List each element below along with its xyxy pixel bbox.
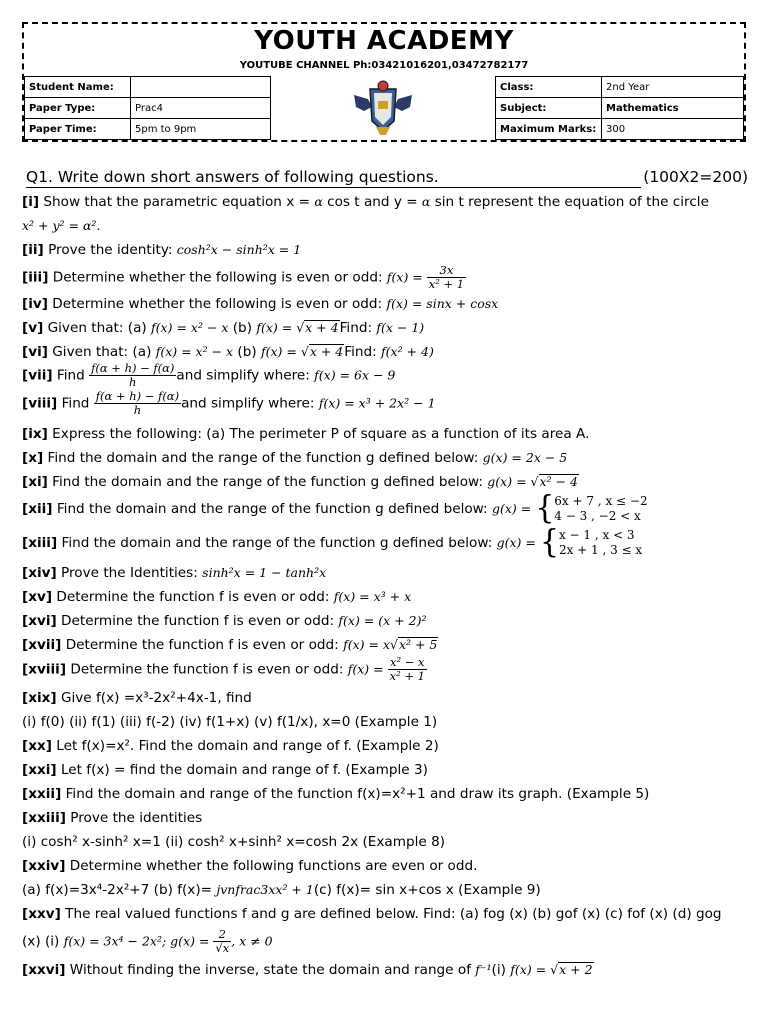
question-number: [xiii] [22,535,58,551]
question-xxiv [22,858,477,874]
question-text: Find: [339,320,377,336]
question-text: (a) f(x)=3x⁴-2x²+7 (b) f(x)= [22,882,217,898]
brace-symbol: { [539,524,559,561]
sqrt-symbol: √ [389,637,398,652]
question-text: Prove the identities [65,810,203,826]
question-text: and simplify where: [176,367,315,384]
question-text: The real valued functions f and g are defined below. Find: (a) fog (x) (b) gof (x) (c) fof (x) (d) gog [60,906,722,922]
question-text: Determine whether the following functions are even or odd. [65,858,478,874]
math-expression: f(x) = x³ + x [333,589,412,604]
question-xxii [22,786,649,802]
question-text: Find: [344,344,382,360]
question-text: Determine the function f is even or odd: [66,661,348,678]
question-xvi [22,613,426,629]
paper-type-label: Paper Type: [25,98,131,119]
student-name-label: Student Name: [25,77,131,98]
sqrt-symbol: √ [296,320,305,335]
question-text: Prove the identity: [43,242,177,258]
question-number: [vii] [22,367,53,384]
question-xxiv-cont [22,882,541,898]
question-xxiii-cont [22,834,445,850]
piecewise-case: x − 1 , x < 3 [558,528,635,542]
math-expression: g(x) = [491,501,536,516]
question-text: Without finding the inverse, state the domain and range of [65,962,476,978]
math-expression: g(x) = [487,474,531,489]
question-xviii [22,656,427,683]
numerator: f(α + h) − f(α) [95,389,180,403]
question-iv [22,296,498,312]
question-number: [iii] [22,269,49,286]
question-number: [i] [22,194,40,210]
class-label: Class: [496,77,602,98]
question-number: [xv] [22,589,53,605]
question-xxvi [22,962,594,978]
question-text: Find the domain and the range of the function g defined below: [57,535,497,551]
question-text: (b) [228,320,257,336]
question-text: Find [57,395,94,412]
question-xxiii [22,810,202,826]
subject-value: Mathematics [602,98,744,119]
question-text: Determine the function f is even or odd: [52,589,334,605]
question-number: [xxiv] [22,858,66,874]
sqrt-radicand: x + 2 [559,962,593,977]
numerator: x² − x [388,656,427,670]
question-number: [x] [22,450,44,466]
sqrt-radicand: x + 4 [305,320,339,335]
math-expression: f(x) = [386,269,427,285]
question-text: Find the domain and the range of the function g defined below: [47,474,488,490]
question-xv [22,589,411,605]
piecewise-case: 6x + 7 , x ≤ −2 [554,494,648,508]
question-text: Let f(x) = find the domain and range of f. (Example 3) [56,762,428,778]
math-expression: f(x) = (x + 2)² [338,613,427,628]
math-expression: , x ≠ 0 [231,933,273,949]
question-v [22,320,424,336]
math-expression: f(x) = [510,962,551,977]
numerator: 3x [427,264,466,278]
question-text: Let f(x)=x². Find the domain and range of f. (Example 2) [51,738,439,754]
question-text: and simplify where: [181,395,319,412]
question-text: Find the domain and the range of the function g defined below: [43,450,483,466]
sqrt-symbol: √ [550,962,559,977]
sqrt-symbol: √ [530,474,539,489]
math-expression: g(x) = 2x − 5 [482,450,568,465]
question-number: [xxi] [22,762,57,778]
question-text: (c) f(x)= sin x+cos x (Example 9) [313,882,541,898]
math-expression: jvnfrac3xx² + 1 [216,882,314,897]
math-alpha: α [314,194,323,209]
question-number: [iv] [22,296,48,312]
denominator: h [129,375,137,389]
math-expression: f(x) = [256,320,297,335]
question-number: [v] [22,320,44,336]
math-expression: f(x) = x³ + 2x² − 1 [318,395,436,411]
paper-time-value: 5pm to 9pm [131,119,271,140]
math-expression: f(x − 1) [376,320,425,335]
question-ii [22,242,301,258]
paper-type-value: Prac4 [131,98,271,119]
math-expression: f(x) = [347,661,388,677]
info-table [24,76,744,140]
academy-title: YOUTH ACADEMY [254,26,514,56]
question-number: [ii] [22,242,44,258]
piecewise-cases [554,494,647,524]
math-expression: sinh²x = 1 − tanh²x [202,565,327,580]
question-text: Find [52,367,90,384]
question-text: Express the following: (a) The perimeter P of square as a function of its area A. [47,426,590,442]
question-i-cont [22,218,100,234]
piecewise-case: 2x + 1 , 3 ≤ x [558,543,643,557]
header-box [22,22,746,142]
math-expression: cosh²x − sinh²x = 1 [176,242,302,257]
channel-contact: YOUTUBE CHANNEL Ph:03421016201,03472782177 [239,60,529,71]
crest-icon [350,77,416,137]
question-iii [22,264,466,291]
question-text: Find the domain and the range of the function g defined below: [52,501,492,517]
question-xiii [22,524,643,561]
question-text: Given that: (a) [47,344,156,360]
question-number: [viii] [22,395,58,412]
question-number: [xix] [22,690,57,706]
math-expression: f(x) = 3x⁴ − 2x²; g(x) = [63,933,214,949]
math-expression: f(x) = x² − x [151,320,229,335]
question-number: [ix] [22,426,48,442]
question-marks: (100X2=200) [643,168,748,186]
question-text: Determine whether the following is even or odd: [47,296,387,312]
piecewise-case: 4 − 3 , −2 < x [554,509,641,523]
question-xiv [22,565,326,581]
math-expression: f(x) = 6x − 9 [314,367,396,383]
math-expression: f(x) = sinx + cosx [386,296,499,311]
question-text: (x) (i) [22,933,64,950]
fraction [94,390,181,417]
math-expression: f(x) = x² − x [155,344,234,359]
question-number: [xxvi] [22,962,66,978]
question-number: [xii] [22,501,53,517]
question-number: [xx] [22,738,52,754]
question-number: [xi] [22,474,48,490]
subject-label: Subject: [496,98,602,119]
question-vii [22,362,395,389]
question-xix-cont [22,714,437,730]
question-vi [22,344,434,360]
sqrt-symbol: √ [300,344,309,359]
math-expression: f(x) = x [343,637,390,652]
denominator: x² + 1 [428,277,465,291]
question-number: [xxii] [22,786,62,802]
question-xx [22,738,439,754]
sqrt-radicand: x² − 4 [539,474,578,489]
math-expression: f(x² + 4) [381,344,434,359]
brace-symbol: { [535,490,555,527]
question-text: Determine the function f is even or odd: [56,613,339,629]
math-expression: f(x) = [260,344,301,359]
fraction [89,362,176,389]
fraction [388,656,427,683]
question-text: Given that: (a) [43,320,152,336]
sqrt-radicand: x² + 5 [398,637,438,652]
question-viii [22,390,436,417]
max-marks-value: 300 [602,119,744,140]
question-text: Determine whether the following is even or odd: [48,269,387,286]
question-heading [26,168,748,190]
question-text: Prove the Identities: [56,565,203,581]
question-title: Q1. Write down short answers of following questions. [26,168,641,188]
question-xxi [22,762,428,778]
question-number: [xvii] [22,637,62,653]
question-text: (b) [233,344,261,360]
question-number: [xxiii] [22,810,66,826]
denominator: h [133,403,142,417]
question-number: [xvi] [22,613,57,629]
question-text: Give f(x) =x³-2x²+4x-1, find [56,690,252,706]
question-xxv-cont [22,928,273,955]
question-text: (i) cosh² x-sinh² x=1 (ii) cosh² x+sinh² x=cosh 2x (Example 8) [22,834,446,850]
question-text: Find the domain and range of the function f(x)=x²+1 and draw its graph. (Example 5) [61,786,650,802]
question-ix [22,426,589,442]
question-number: [xviii] [22,661,67,678]
question-number: [xxv] [22,906,61,922]
sqrt-radicand: x + 4 [309,344,344,359]
denominator: x² + 1 [389,669,425,683]
question-xxv [22,906,722,922]
max-marks-label: Maximum Marks: [496,119,602,140]
question-x [22,450,567,466]
fraction [427,264,466,291]
academy-logo [271,77,496,140]
question-text: (i) f(0) (ii) f(1) (iii) f(-2) (iv) f(1+x) (v) f(1/x), x=0 (Example 1) [22,714,438,730]
question-text: sin t represent the equation of the circle [430,194,709,210]
numerator: f(α + h) − f(α) [91,361,175,375]
piecewise-cases [559,528,642,558]
paper-time-label: Paper Time: [25,119,131,140]
math-expression: g(x) = [496,535,540,550]
question-text: cos t and y = [322,194,422,210]
question-xii [22,490,648,527]
math-expression: f⁻¹ [475,962,492,977]
question-text: Determine the function f is even or odd: [61,637,344,653]
denominator: √x [215,941,230,955]
question-xvii [22,637,438,653]
question-number: [vi] [22,344,48,360]
numerator: 2 [213,928,231,942]
class-value: 2nd Year [602,77,744,98]
question-text: (i) [491,962,511,978]
question-xi [22,474,579,490]
question-number: [xiv] [22,565,57,581]
question-xix [22,690,252,706]
question-i [22,194,709,210]
math-alpha: α [421,194,431,209]
fraction [213,928,231,955]
student-name-value [131,77,271,98]
math-expression: x² + y² = α². [22,218,101,233]
question-text: Show that the parametric equation x = [39,194,315,210]
